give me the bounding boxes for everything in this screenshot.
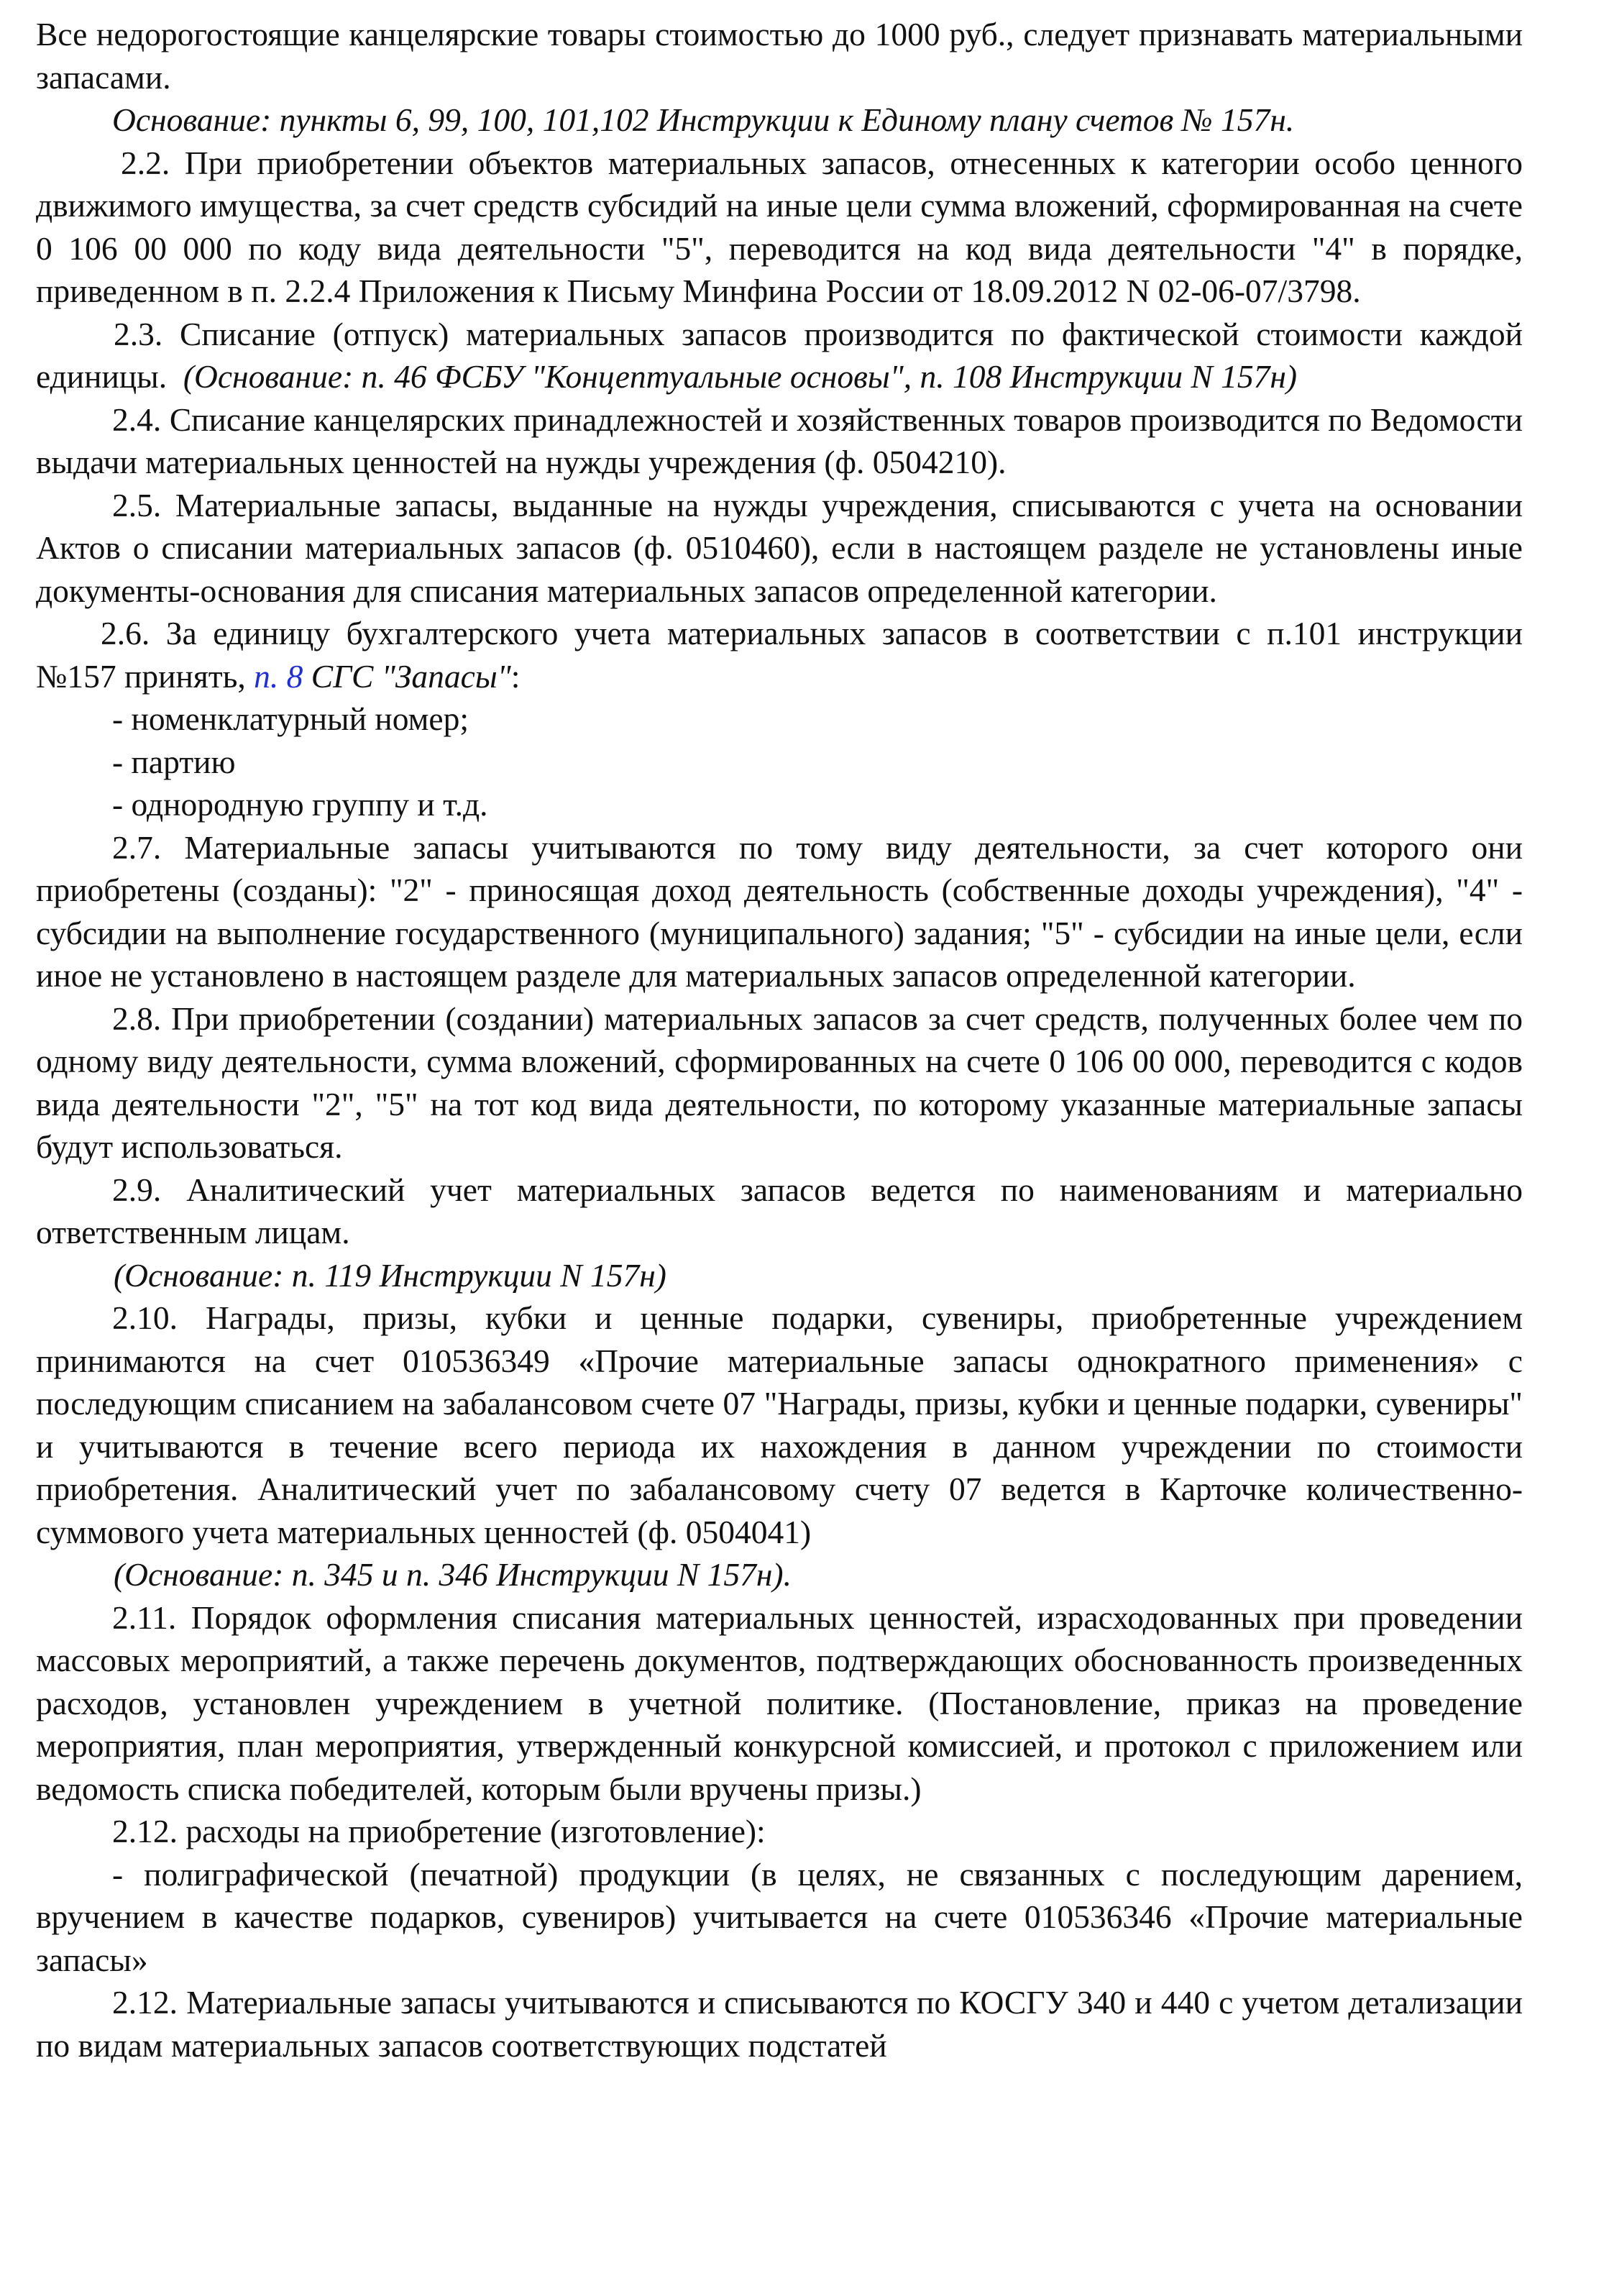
link-p8[interactable]: п. 8 — [254, 657, 303, 695]
list-item: - партию — [112, 743, 236, 780]
basis-note-2-9: (Основание: п. 119 Инструкции N 157н) — [114, 1256, 666, 1294]
paragraph-2-11: 2.11. Порядок оформления списания материальных ценностей, израсходованных при проведении массовых мероприятий, а также перечень документов, подтверждающих обоснованность произведенных расходов, установлен учреждением в учетной политике. (Постановление, приказ на проведение мероприятия, план мероприятия, утвержденный конкурсной комиссией, и протокол с приложением или ведомость списка победителей, которым были вручены призы.) — [36, 1598, 1523, 1807]
standard-ref: СГС "Запасы" — [311, 657, 511, 695]
paragraph-2-2: 2.2. При приобретении объектов материальных запасов, отнесенных к категории особо ценного движимого имущества, за счет средств субсидий на иные цели сумма вложений, сформированная на счете 0 106 00 000 по коду вида деятельности "5", переводится на код вида деятельности "4" в порядке, приведенном в п. 2.2.4 Приложения к Письму Минфина России от 18.09.2012 N 02-06-07/3798. — [36, 144, 1523, 309]
basis-note-2-10: (Основание: п. 345 и п. 346 Инструкции N 157н). — [114, 1556, 792, 1593]
list-item: - однородную группу и т.д. — [112, 786, 488, 823]
paragraph-2-12-printing: - полиграфической (печатной) продукции (в целях, не связанных с последующим дарением, вручением в качестве подарков, сувениров) учитывается на счете 010536346 «Прочие материальные запасы» — [36, 1855, 1523, 1978]
paragraph-intro: Все недорогостоящие канцелярские товары стоимостью до 1000 руб., следует признавать материальными запасами. — [36, 16, 1523, 96]
basis-note-2-3: (Основание: п. 46 ФСБУ "Концептуальные основы", п. 108 Инструкции N 157н) — [183, 358, 1298, 395]
paragraph-2-9: 2.9. Аналитический учет материальных запасов ведется по наименованиям и материально ответственным лицам. — [36, 1171, 1523, 1250]
paragraph-2-7: 2.7. Материальные запасы учитываются по тому виду деятельности, за счет которого они приобретены (созданы): "2" - приносящая доход деятельность (собственные доходы учреждения), "4" - субсидии на выполнение государственного (муниципального) задания; "5" - субсидии на иные цели, если иное не установлено в настоящем разделе для материальных запасов определенной категории. — [36, 828, 1523, 994]
paragraph-2-12-expenses: 2.12. расходы на приобретение (изготовление): — [112, 1813, 766, 1849]
paragraph-2-6 — [36, 612, 1523, 698]
paragraph-2-8: 2.8. При приобретении (создании) материальных запасов за счет средств, полученных более чем по одному виду деятельности, сумма вложений, сформированных на счете 0 106 00 000, переводится с кодов вида деятельности "2", "5" на тот код вида деятельности, по которому указанные материальные запасы будут использоваться. — [36, 1000, 1523, 1165]
paragraph-2-3-text: 2.3. Списание (отпуск) материальных запасов производится по фактической стоимости каждой единицы. — [36, 315, 1523, 395]
basis-note-2-1: Основание: пункты 6, 99, 100, 101,102 Инструкции к Единому плану счетов № 157н. — [112, 101, 1295, 138]
document-page — [36, 13, 1523, 2067]
paragraph-2-6-text: 2.6. За единицу бухгалтерского учета материальных запасов в соответствии с п.101 инструкции №157 принять, — [36, 615, 1523, 695]
paragraph-2-3 — [36, 313, 1523, 398]
paragraph-2-5: 2.5. Материальные запасы, выданные на нужды учреждения, списываются с учета на основании Актов о списании материальных запасов (ф. 0510460), если в настоящем разделе не установлены иные документы-основания для списания материальных запасов определенной категории. — [36, 486, 1523, 609]
paragraph-2-12-kosgu: 2.12. Материальные запасы учитываются и списываются по КОСГУ 340 и 440 с учетом детализации по видам материальных запасов соответствующих подстатей — [36, 1984, 1523, 2064]
paragraph-2-10: 2.10. Награды, призы, кубки и ценные подарки, сувениры, приобретенные учреждением принимаются на счет 010536349 «Прочие материальные запасы однократного применения» с последующим списанием на забалансовом счете 07 "Награды, призы, кубки и ценные подарки, сувениры" и учитываются в течение всего периода их нахождения в данном учреждении по стоимости приобретения. Аналитический учет по забалансовому счету 07 ведется в Карточке количественно-суммового учета материальных ценностей (ф. 0504041) — [36, 1299, 1523, 1550]
paragraph-2-6-tail: : — [510, 657, 521, 695]
list-item: - номенклатурный номер; — [112, 700, 469, 737]
paragraph-2-4: 2.4. Списание канцелярских принадлежностей и хозяйственных товаров производится по Ведомости выдачи материальных ценностей на нужды учреждения (ф. 0504210). — [36, 401, 1523, 480]
